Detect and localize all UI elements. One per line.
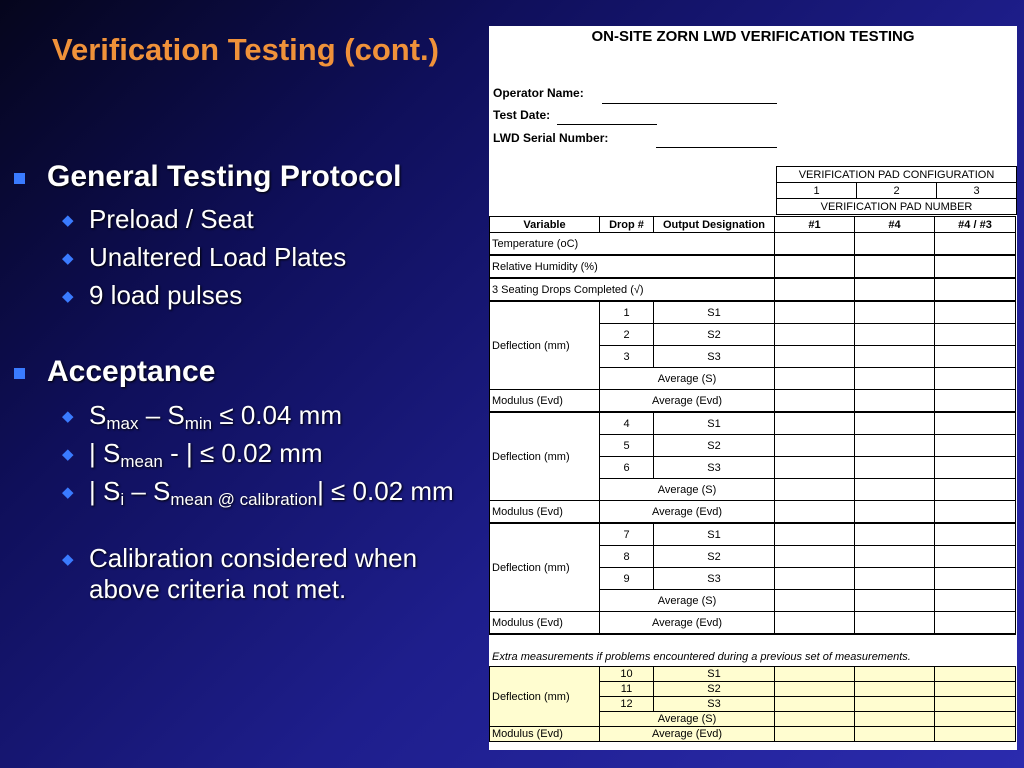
table-row: Deflection (mm) 10 S1	[490, 667, 1016, 682]
table-row: 12 S3	[490, 697, 1016, 712]
table-row: Deflection (mm) 1 S1	[490, 301, 1016, 324]
header-variable: Variable	[490, 217, 600, 233]
table-row: 2 S2	[490, 324, 1016, 346]
form-title: ON-SITE ZORN LWD VERIFICATION TESTING	[591, 28, 915, 45]
cell[interactable]	[935, 523, 1016, 546]
cell[interactable]	[855, 568, 935, 590]
row-deflection: Deflection (mm)	[490, 301, 600, 390]
table-row	[490, 612, 1016, 635]
cell[interactable]	[935, 697, 1016, 712]
pad-number-header: VERIFICATION PAD NUMBER	[777, 199, 1017, 215]
row-seating: 3 Seating Drops Completed (√)	[490, 278, 775, 301]
table-row	[490, 233, 1016, 256]
cell[interactable]	[935, 712, 1016, 727]
cell[interactable]	[775, 697, 855, 712]
serial-number-line[interactable]	[656, 147, 777, 148]
average-s: Average (S)	[600, 712, 775, 727]
row-modulus: Modulus (Evd)	[490, 612, 600, 635]
measurement-table	[489, 216, 1016, 635]
criterion-mean: ◆ | $S_{mean}$ - | ≤ 0.02 mm	[62, 438, 323, 471]
cell[interactable]	[855, 435, 935, 457]
average-evd: Average (Evd)	[600, 501, 775, 524]
cell[interactable]	[775, 590, 855, 612]
row-deflection: Deflection (mm)	[490, 523, 600, 612]
cell[interactable]	[855, 412, 935, 435]
row-deflection: Deflection (mm)	[490, 667, 600, 727]
cell[interactable]	[855, 301, 935, 324]
cell[interactable]	[855, 479, 935, 501]
average-evd: Average (Evd)	[600, 727, 775, 742]
slide-title: Verification Testing (cont.)	[52, 32, 439, 67]
diamond-bullet-icon: ◆	[62, 212, 74, 229]
table-row: Deflection (mm) 4 S1	[490, 412, 1016, 435]
cell[interactable]	[935, 546, 1016, 568]
cell[interactable]	[775, 523, 855, 546]
criterion-calibration: ◆ | $S_i - S_{mean @ calibration}| \le 0.02$ mm	[62, 476, 454, 509]
cell[interactable]	[775, 712, 855, 727]
table-row	[490, 727, 1016, 742]
sub-bullet-preload: ◆ Preload / Seat	[62, 204, 254, 234]
serial-number-label: LWD Serial Number:	[493, 131, 609, 145]
cell[interactable]	[775, 612, 855, 635]
cell[interactable]	[935, 390, 1016, 413]
test-date-label: Test Date:	[493, 108, 551, 122]
cell[interactable]	[855, 712, 935, 727]
cell[interactable]	[855, 546, 935, 568]
cell[interactable]	[775, 324, 855, 346]
diamond-bullet-icon: ◆	[62, 408, 74, 425]
cell[interactable]	[775, 727, 855, 742]
diamond-bullet-icon: ◆	[62, 484, 74, 501]
diamond-bullet-icon: ◆	[62, 288, 74, 305]
cell[interactable]	[935, 324, 1016, 346]
average-s: Average (S)	[600, 479, 775, 501]
cell[interactable]	[775, 682, 855, 697]
cell[interactable]	[935, 457, 1016, 479]
pad-config-header: VERIFICATION PAD CONFIGURATION	[777, 167, 1017, 183]
config-col-1: 1	[777, 183, 857, 199]
cell[interactable]	[855, 457, 935, 479]
cell[interactable]	[775, 346, 855, 368]
cell[interactable]	[935, 501, 1016, 524]
cell[interactable]	[775, 568, 855, 590]
table-row: 6 S3	[490, 457, 1016, 479]
cell[interactable]	[935, 412, 1016, 435]
operator-name-line[interactable]	[602, 103, 777, 104]
table-row	[490, 501, 1016, 524]
header-output: Output Designation	[654, 217, 775, 233]
cell[interactable]	[935, 278, 1016, 301]
cell[interactable]	[935, 255, 1016, 278]
cell[interactable]	[855, 324, 935, 346]
row-modulus: Modulus (Evd)	[490, 390, 600, 413]
cell[interactable]	[775, 546, 855, 568]
cell[interactable]	[775, 278, 855, 301]
table-row	[490, 255, 1016, 278]
criterion-note: ◆ Calibration considered when above criteria not met.	[62, 543, 418, 604]
sub-bullet-load-pulses: ◆ 9 load pulses	[62, 280, 243, 310]
sub-bullet-load-plates: ◆ Unaltered Load Plates	[62, 242, 347, 272]
cell[interactable]	[855, 501, 935, 524]
average-evd: Average (Evd)	[600, 612, 775, 635]
pad-config-table	[776, 166, 1017, 215]
cell[interactable]	[935, 727, 1016, 742]
test-date-line[interactable]	[557, 124, 657, 125]
cell[interactable]	[935, 590, 1016, 612]
row-modulus: Modulus (Evd)	[490, 501, 600, 524]
header-pad-4: #4	[855, 217, 935, 233]
cell[interactable]	[855, 590, 935, 612]
header-pad-1: #1	[775, 217, 855, 233]
table-row: 3 S3	[490, 346, 1016, 368]
row-modulus: Modulus (Evd)	[490, 727, 600, 742]
cell[interactable]	[935, 667, 1016, 682]
average-s: Average (S)	[600, 368, 775, 390]
square-bullet-icon	[14, 368, 25, 379]
bullet-general-testing	[14, 160, 402, 194]
cell[interactable]	[775, 501, 855, 524]
diamond-bullet-icon: ◆	[62, 551, 74, 568]
cell[interactable]	[855, 255, 935, 278]
row-deflection: Deflection (mm)	[490, 412, 600, 501]
cell[interactable]	[935, 479, 1016, 501]
extra-measurement-table	[489, 666, 1016, 742]
config-col-2: 2	[857, 183, 937, 199]
cell[interactable]	[775, 368, 855, 390]
bullet-acceptance	[14, 355, 215, 389]
average-s: Average (S)	[600, 590, 775, 612]
config-col-3: 3	[937, 183, 1017, 199]
cell[interactable]	[855, 346, 935, 368]
cell[interactable]	[855, 368, 935, 390]
cell[interactable]	[855, 697, 935, 712]
header-drop: Drop #	[600, 217, 654, 233]
header-pad-4-3: #4 / #3	[935, 217, 1016, 233]
cell[interactable]	[775, 479, 855, 501]
cell[interactable]	[855, 523, 935, 546]
cell[interactable]	[855, 727, 935, 742]
cell[interactable]	[935, 233, 1016, 256]
table-row: 5 S2	[490, 435, 1016, 457]
cell[interactable]	[855, 390, 935, 413]
table-row: 8 S2	[490, 546, 1016, 568]
row-humidity: Relative Humidity (%)	[490, 255, 775, 278]
cell[interactable]	[775, 301, 855, 324]
cell[interactable]	[775, 435, 855, 457]
cell[interactable]	[775, 412, 855, 435]
table-row	[490, 278, 1016, 301]
table-row: 9 S3	[490, 568, 1016, 590]
row-temperature: Temperature (oC)	[490, 233, 775, 256]
table-row: Deflection (mm) 7 S1	[490, 523, 1016, 546]
cell[interactable]	[775, 667, 855, 682]
cell[interactable]	[935, 612, 1016, 635]
average-evd: Average (Evd)	[600, 390, 775, 413]
cell[interactable]	[935, 346, 1016, 368]
cell[interactable]	[775, 390, 855, 413]
cell[interactable]	[935, 568, 1016, 590]
cell[interactable]	[775, 255, 855, 278]
cell[interactable]	[855, 667, 935, 682]
cell[interactable]	[855, 233, 935, 256]
diamond-bullet-icon: ◆	[62, 250, 74, 267]
table-row: 11 S2	[490, 682, 1016, 697]
verification-form	[489, 26, 1017, 750]
cell[interactable]	[935, 368, 1016, 390]
heading-acceptance: Acceptance	[47, 355, 216, 388]
cell[interactable]	[855, 278, 935, 301]
diamond-bullet-icon: ◆	[62, 446, 74, 463]
table-row	[490, 390, 1016, 413]
cell[interactable]	[935, 435, 1016, 457]
cell[interactable]	[775, 233, 855, 256]
cell[interactable]	[855, 612, 935, 635]
extra-measurements-note: Extra measurements if problems encountered during a previous set of measurements.	[492, 651, 911, 663]
cell[interactable]	[935, 682, 1016, 697]
bullet-list	[0, 0, 486, 768]
cell[interactable]	[855, 682, 935, 697]
operator-name-label: Operator Name:	[493, 86, 584, 100]
heading-general-testing: General Testing Protocol	[47, 160, 402, 193]
cell[interactable]	[935, 301, 1016, 324]
square-bullet-icon	[14, 173, 25, 184]
criterion-range: ◆ $S_{max} - S_{min} \le 0.04$ mm	[62, 400, 342, 433]
cell[interactable]	[775, 457, 855, 479]
